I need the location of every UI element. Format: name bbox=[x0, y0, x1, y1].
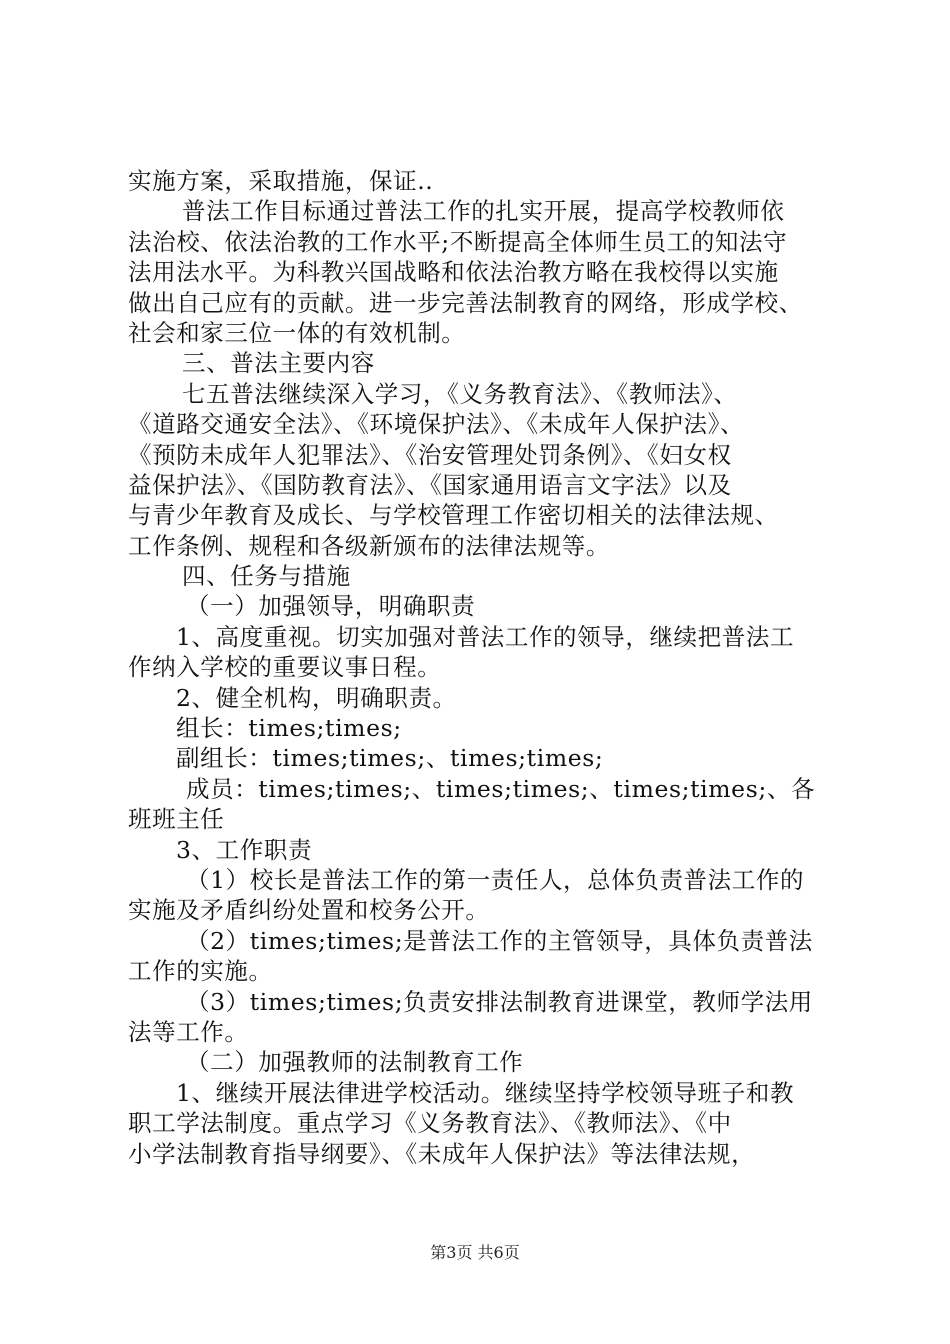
text-line: 法等工作。 bbox=[128, 1017, 249, 1046]
text-line: 法用法水平。为科教兴国战略和依法治教方略在我校得以实施 bbox=[128, 258, 779, 287]
text-line: 3、工作职责 bbox=[176, 835, 313, 864]
text-line: （1）校长是普法工作的第一责任人，总体负责普法工作的 bbox=[186, 865, 805, 894]
page-number: 第3页 共6页 bbox=[430, 1243, 520, 1262]
section-heading: 三、普法主要内容 bbox=[182, 349, 375, 378]
text-line: 工作的实施。 bbox=[128, 957, 273, 986]
text-line: 做出自己应有的贡献。进一步完善法制教育的网络，形成学校、 bbox=[128, 288, 803, 317]
text-line: （2）times;times;是普法工作的主管领导，具体负责普法 bbox=[186, 926, 813, 955]
text-line: 作纳入学校的重要议事日程。 bbox=[128, 653, 442, 682]
text-line: 益保护法》、《国防教育法》、《国家通用语言文字法》以及 bbox=[128, 470, 732, 499]
text-line: 与青少年教育及成长、与学校管理工作密切相关的法律法规、 bbox=[128, 501, 779, 530]
subsection-heading: （一）加强领导，明确职责 bbox=[186, 592, 476, 621]
text-line: 七五普法继续深入学习，《义务教育法》、《教师法》、 bbox=[182, 379, 738, 408]
text-line: 2、健全机构，明确职责。 bbox=[176, 683, 457, 712]
section-heading: 四、任务与措施 bbox=[182, 562, 351, 591]
text-line: （3）times;times;负责安排法制教育进课堂，教师学法用 bbox=[186, 987, 813, 1016]
text-line: 组长：times;times; bbox=[176, 714, 402, 743]
text-line: 小学法制教育指导纲要》、《未成年人保护法》等法律法规， bbox=[128, 1139, 756, 1168]
text-line: 工作条例、规程和各级新颁布的法律法规等。 bbox=[128, 531, 610, 560]
text-line: 《预防未成年人犯罪法》、《治安管理处罚条例》、《妇女权 bbox=[128, 440, 732, 469]
text-line: 成员：times;times;、times;times;、times;times;、各 bbox=[186, 774, 816, 803]
text-line: 班班主任 bbox=[128, 805, 225, 834]
text-line: 职工学法制度。重点学习《义务教育法》、《教师法》、《中 bbox=[128, 1109, 732, 1138]
text-line: 实施方案，采取措施，保证.. bbox=[128, 167, 434, 195]
text-line: 副组长：times;times;、times;times; bbox=[176, 744, 604, 773]
text-line: 1、高度重视。切实加强对普法工作的领导，继续把普法工 bbox=[176, 622, 795, 651]
text-line: 社会和家三位一体的有效机制。 bbox=[128, 318, 466, 347]
document-body bbox=[128, 166, 858, 1169]
text-line: 《道路交通安全法》、《环境保护法》、《未成年人保护法》、 bbox=[128, 410, 745, 439]
subsection-heading: （二）加强教师的法制教育工作 bbox=[186, 1048, 524, 1077]
text-line: 普法工作目标通过普法工作的扎实开展，提高学校教师依 bbox=[182, 197, 785, 226]
text-line: 实施及矛盾纠纷处置和校务公开。 bbox=[128, 896, 490, 925]
text-line: 法治校、依法治教的工作水平;不断提高全体师生员工的知法守 bbox=[128, 227, 788, 256]
text-line: 1、继续开展法律进学校活动。继续坚持学校领导班子和教 bbox=[176, 1078, 795, 1107]
